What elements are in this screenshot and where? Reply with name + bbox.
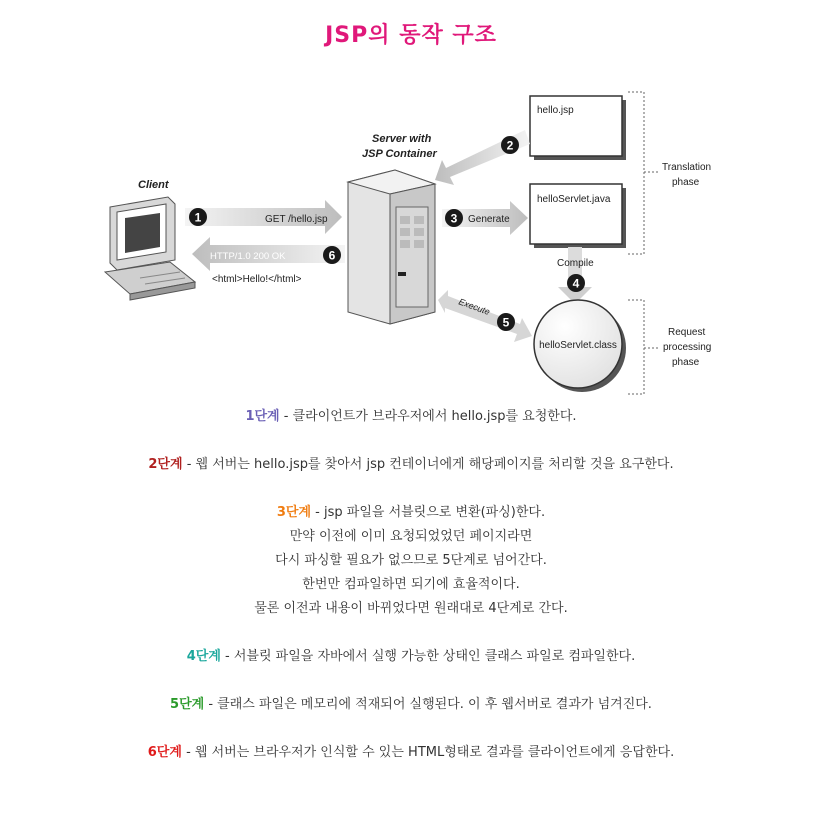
server-label-line1: Server with [372, 133, 432, 145]
step-6-label: 6단계 [147, 745, 182, 760]
request-phase-label-3: phase [672, 357, 700, 368]
request-phase-bracket [628, 300, 658, 394]
step-3-description [0, 501, 822, 621]
step-3-number: 3 [450, 211, 458, 226]
step-4-text: - 서블릿 파일을 자바에서 실행 가능한 상태인 클래스 파일로 컴파일한다. [225, 649, 636, 664]
compile-label: Compile [557, 258, 594, 269]
servlet-java-file [530, 184, 622, 244]
jsp-architecture-diagram [100, 82, 720, 402]
step-6-text: - 웹 서버는 브라우저가 인식할 수 있는 HTML형태로 결과를 클라이언트에게 응답한다. [186, 745, 675, 760]
step-1-label: 1단계 [245, 409, 280, 424]
page-title: JSP의 동작 구조 [325, 23, 497, 48]
step-1-description [0, 405, 822, 429]
execute-arrow [438, 290, 532, 342]
read-label: Read [452, 166, 476, 184]
step-2-label: 2단계 [148, 457, 183, 472]
server-icon [348, 170, 435, 324]
step-3-text-line5: 물론 이전과 내용이 바뀌었다면 원래대로 4단계로 간다. [254, 601, 568, 616]
generate-label: Generate [468, 214, 510, 225]
step-3-label: 3단계 [276, 505, 312, 520]
step-5-text: - 클래스 파일은 메모리에 적재되어 실행된다. 이 후 웹서버로 결과가 넘겨진다. [208, 697, 652, 712]
step-3-text-line4: 한번만 컴파일하면 되기에 효율적이다. [302, 577, 520, 592]
step-5-number: 5 [502, 315, 510, 330]
translation-phase-label-1: Translation [662, 162, 712, 173]
client-label: Client [138, 179, 169, 191]
step-3-text-line3: 다시 파싱할 필요가 없으므로 5단계로 넘어간다. [275, 553, 547, 568]
request-phase-label-2: processing [663, 342, 712, 353]
translation-phase-label-2: phase [672, 177, 700, 188]
step-2-number: 2 [506, 138, 514, 153]
step-4-number: 4 [572, 276, 580, 291]
request-label: GET /hello.jsp [265, 214, 328, 225]
step-2-text: - 웹 서버는 hello.jsp를 찾아서 jsp 컨테이너에게 해당페이지를 처리할 것을 요구한다. [186, 457, 674, 472]
step-3-text-line2: 만약 이전에 이미 요청되었었던 페이지라면 [289, 529, 533, 544]
response-status-label: HTTP/1.0 200 OK [210, 251, 286, 262]
step-1-number: 1 [194, 210, 202, 225]
hello-jsp-label: hello.jsp [537, 105, 574, 116]
servlet-java-label: helloServlet.java [537, 194, 611, 205]
request-phase-label-1: Request [668, 327, 706, 338]
translation-phase-bracket [628, 92, 658, 254]
step-5-description [0, 693, 822, 717]
servlet-class-label: helloServlet.class [539, 340, 617, 351]
execute-label: Execute [457, 296, 492, 318]
step-6-number: 6 [328, 248, 336, 263]
step-6-description [0, 741, 822, 765]
step-1-text: - 클라이언트가 브라우저에서 hello.jsp를 요청한다. [283, 409, 577, 424]
response-body-label: <html>Hello!</html> [212, 274, 302, 285]
step-4-label: 4단계 [186, 649, 221, 664]
step-2-description [0, 453, 822, 477]
step-3-text: - jsp 파일을 서블릿으로 변환(파싱)한다. [315, 505, 546, 520]
step-5-label: 5단계 [170, 697, 205, 712]
step-4-description [0, 645, 822, 669]
step-descriptions [0, 405, 822, 789]
server-label-line2: JSP Container [362, 148, 437, 160]
client-computer-icon [105, 197, 195, 300]
